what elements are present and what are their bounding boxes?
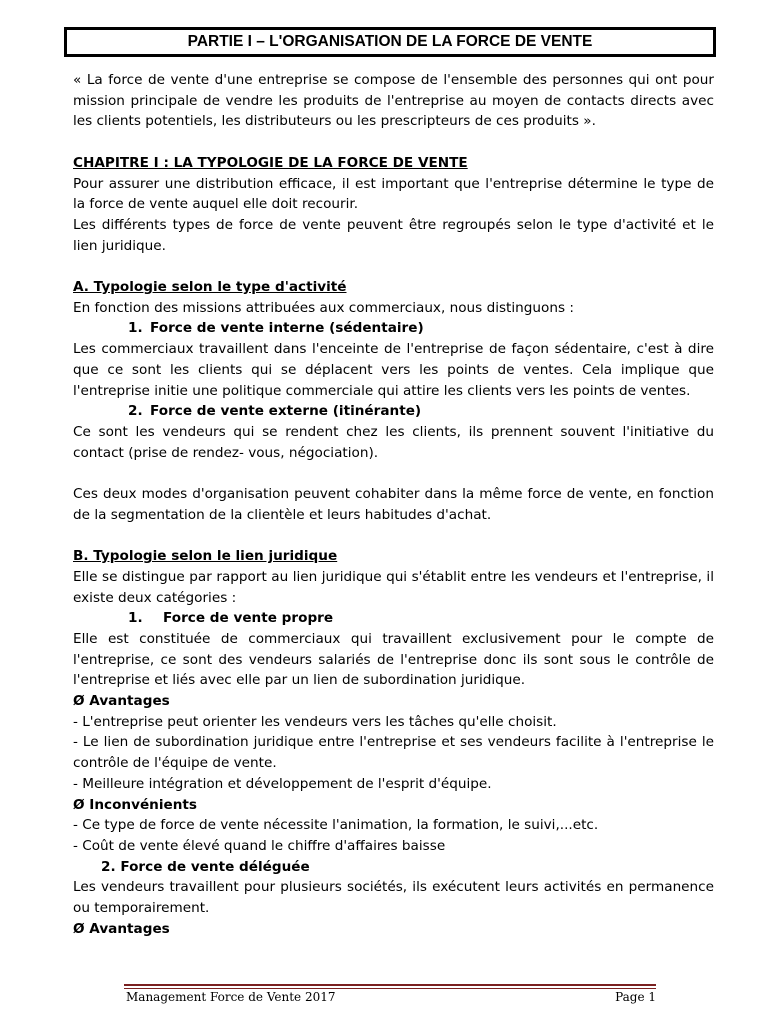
inconvenient-item: - Ce type de force de vente nécessite l'animation, la formation, le suivi,...etc. [73,817,599,834]
section-a-item-2-text: Ce sont les vendeurs qui se rendent chez les clients, ils prennent souvent l'initiative du contact (prise de rendez- vous, négociation). [73,423,714,461]
section-b-item-1-title: 1. Force de vente propre [73,608,714,629]
section-a-conclusion: Ces deux modes d'organisation peuvent cohabiter dans la même force de vente, en fonction de la segmentation de la clientèle et leurs habitudes d'achat. [73,486,714,523]
section-a-item-1-number: 1. [128,320,143,337]
avantage-item: - Le lien de subordination juridique entre l'entreprise et ses vendeurs facilite à l'entreprise le contrôle de l'équipe de vente. [73,734,714,772]
section-a-heading: A. Typologie selon le type d'activité [73,279,347,295]
avantage-item: - L'entreprise peut orienter les vendeurs vers les tâches qu'elle choisit. [73,713,557,730]
section-a-item-1-text: Les commerciaux travaillent dans l'enceinte de l'entreprise de façon sédentaire, c'est à dire que ce sont les clients qui se déplacent vers les points de ventes. Cela implique que l'entreprise initie une politique commerciale qui attire les clients vers les points de ventes. [73,341,714,399]
page-title [64,27,716,57]
chapter-paragraph-1: Pour assurer une distribution efficace, il est important que l'entreprise détermine le type de la force de vente auquel elle doit recourir. [73,175,714,213]
section-b-item-2-title: 2. Force de vente déléguée [101,858,310,875]
avantage-item: - Meilleure intégration et développement de l'esprit d'équipe. [73,775,492,792]
section-b-item-1-number: 1. [128,610,143,627]
section-a-item-2-number: 2. [128,403,143,420]
section-a-item-2-title: 2. Force de vente externe (itinérante) [73,401,714,422]
inconvenient-item: - Coût de vente élevé quand le chiffre d'affaires baisse [73,837,446,854]
page-number: Page 1 [615,990,656,1004]
section-a-item-1-title: 1. Force de vente interne (sédentaire) [73,318,714,339]
inconvenients-label: Ø Inconvénients [73,796,198,813]
section-a-intro: En fonction des missions attribuées aux commerciaux, nous distinguons : [73,299,574,316]
page-footer [126,990,656,1004]
intro-quote: « La force de vente d'une entreprise se compose de l'ensemble des personnes qui ont pour mission principale de vendre les produits de l'entreprise au moyen de contacts directs avec les clients potentiels, les distributeurs ou les prescripteurs de ces produits ». [73,72,714,130]
footer-left: Management Force de Vente 2017 [126,990,336,1004]
avantages-label: Ø Avantages [73,693,170,710]
section-b-heading: B. Typologie selon le lien juridique [73,548,338,565]
chapter-heading: CHAPITRE I : LA TYPOLOGIE DE LA FORCE DE VENTE [73,154,468,171]
footer-divider [124,984,656,989]
chapter-paragraph-2: Les différents types de force de vente peuvent être regroupés selon le type d'activité et le lien juridique. [73,216,714,254]
section-b-intro: Elle se distingue par rapport au lien juridique qui s'établit entre les vendeurs et l'entreprise, il existe deux catégories : [73,568,714,606]
section-b-item-1-text: Elle est constituée de commerciaux qui travaillent exclusivement pour le compte de l'entreprise, ce sont des vendeurs salariés de l'entreprise donc ils sont sous le contrôle de l'entreprise et liés avec elle par un lien de subordination juridique. [73,630,714,689]
document-body [73,70,714,939]
avantages-2-label: Ø Avantages [73,920,170,937]
page-title-text: PARTIE I – L'ORGANISATION DE LA FORCE DE VENTE [187,33,593,50]
section-b-item-2-text: Les vendeurs travaillent pour plusieurs sociétés, ils exécutent leurs activités en permanence ou temporairement. [73,879,714,917]
